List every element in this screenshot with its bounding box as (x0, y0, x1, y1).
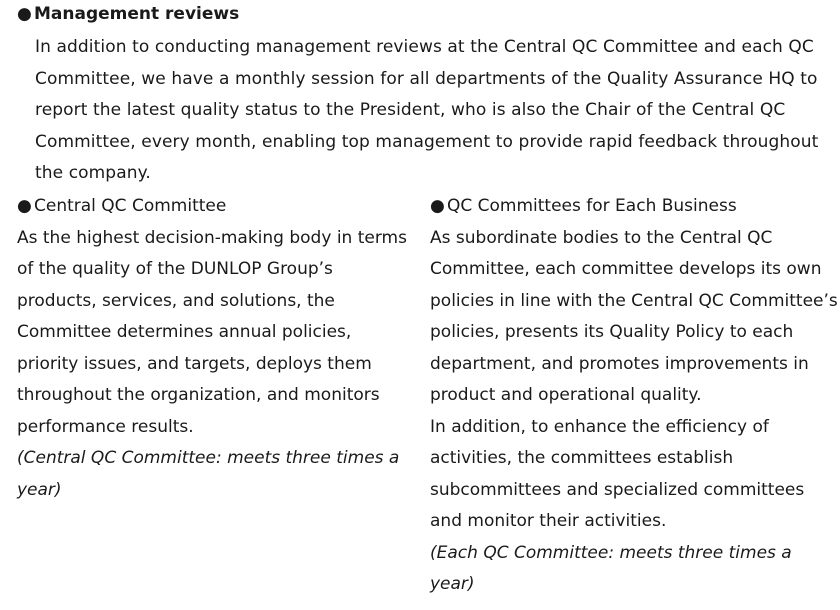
central-qc-committee-title (17, 191, 407, 223)
central-qc-committee-note: (Central QC Committee: meets three times a year) (17, 448, 400, 500)
central-qc-committee-column (17, 191, 407, 506)
title-text: QC Committees for Each Business (447, 196, 737, 216)
title-text: Central QC Committee (34, 196, 227, 216)
business-qc-committees-title (430, 191, 838, 223)
bullet-icon: ● (430, 196, 445, 216)
business-qc-committees-body: As subordinate bodies to the Central QC Committee, each committee develops its own policies in line with the Central QC Committee’s policies, presents its Quality Policy to each department, and promotes improvements in product and operational quality. (430, 227, 838, 405)
section-heading-management-reviews (17, 2, 239, 26)
business-qc-committees-column (430, 191, 838, 601)
central-qc-committee-body: As the highest decision-making body in terms of the quality of the DUNLOP Group’s products, services, and solutions, the Committee determines annual policies, priority issues, and targets, deploys them throughout the organization, and monitors performance results. (17, 227, 407, 437)
business-qc-committees-note: (Each QC Committee: meets three times a year) (430, 542, 792, 594)
heading-text: Management reviews (34, 4, 240, 24)
management-reviews-body: In addition to conducting management reviews at the Central QC Committee and each QC Committee, we have a monthly session for all departments of the Quality Assurance HQ to report the latest quality status to the President, who is also the Chair of the Central QC Committee, every month, enabling top management to provide rapid feedback throughout the company. (35, 37, 819, 183)
business-qc-committees-body-2: In addition, to enhance the efficiency of activities, the committees establish subcommittees and specialized committees and monitor their activities. (430, 416, 805, 531)
bullet-icon: ● (17, 196, 32, 216)
bullet-icon: ● (17, 4, 32, 24)
